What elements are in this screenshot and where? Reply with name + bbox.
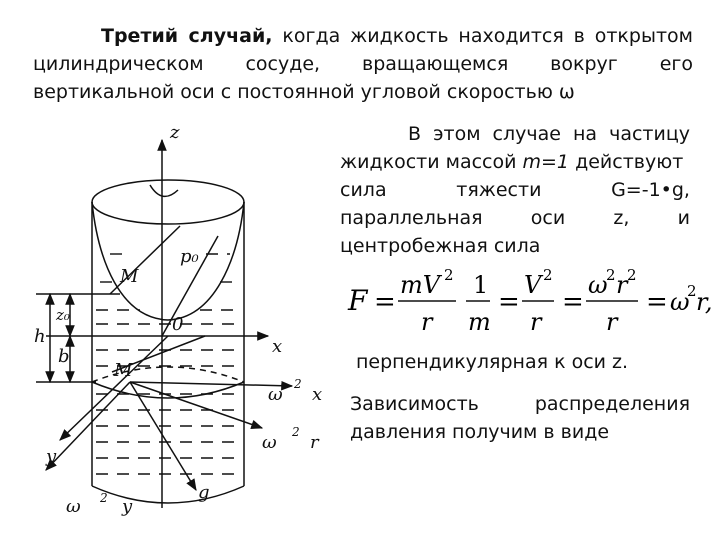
paraboloid-surface: [92, 202, 244, 320]
forces-line-4: [340, 204, 690, 232]
label-omega2y-2: 2: [100, 491, 108, 505]
formula-r-4: r: [606, 308, 618, 336]
formula-sq-4: 2: [627, 266, 637, 284]
label-omega2y-w: ω: [66, 496, 81, 517]
label-y: y: [46, 446, 57, 467]
mass-value: m=1: [522, 151, 570, 173]
formula-sq-2: 2: [543, 266, 553, 284]
label-omega2r-2: 2: [292, 425, 300, 439]
gravity-formula: G=-1•g,: [611, 179, 690, 201]
radius-line-upper: [162, 236, 218, 336]
label-omega2r-w: ω: [262, 432, 277, 453]
label-omega2x-x: x: [312, 384, 323, 405]
formula-eq-3: =: [562, 287, 584, 317]
label-omega2x-w: ω: [268, 384, 283, 405]
base-ellipse-back: [92, 367, 244, 382]
label-p0: p₀: [180, 246, 199, 267]
radius-line-p0: [110, 226, 180, 294]
cylinder-top-ellipse: [92, 180, 244, 224]
formula-sq-5: 2: [687, 282, 697, 300]
formula-r-2: r: [530, 308, 542, 336]
word-tyazhesti: тяжести: [456, 179, 542, 201]
forces-line-3: [340, 176, 690, 204]
intro-paragraph: [33, 22, 693, 106]
word-osi: оси: [530, 207, 566, 229]
word-z: z,: [613, 207, 630, 229]
formula-eq-4: =: [646, 287, 668, 317]
formula-F: F: [348, 284, 368, 317]
radius-line-lower: [112, 336, 205, 372]
formula-sq-3: 2: [606, 266, 616, 284]
base-ellipse-front: [92, 382, 244, 398]
formula-eq-2: =: [498, 287, 520, 317]
forces-line-1: В этом случае на частицу: [408, 123, 690, 145]
word-sila: сила: [340, 179, 387, 201]
formula-mV: mV: [400, 271, 441, 299]
label-b: b: [58, 346, 70, 367]
forces-line-5: центробежная сила: [340, 235, 541, 257]
formula-r-1: r: [421, 308, 433, 336]
forces-line-2-pre: жидкости массой: [340, 151, 523, 173]
forces-line-2-post: действуют: [569, 151, 684, 173]
formula-eq-1: =: [374, 287, 396, 317]
dependence-line-2: давления получим в виде: [350, 421, 610, 443]
formula-sq-1: 2: [444, 266, 454, 284]
formula-omega-2: ω: [670, 288, 690, 316]
label-omega2r-r: r: [310, 432, 319, 453]
label-z: z: [170, 122, 180, 143]
omega2r-vector: [130, 382, 262, 428]
perpendicular-text: перпендикулярная к оси z.: [356, 351, 629, 373]
gravity-vector: [130, 382, 196, 490]
formula-one: 1: [473, 271, 489, 299]
intro-line-3: вертикальной оси с постоянной угловой скоростью ω: [33, 81, 575, 103]
label-omega2y-y: y: [122, 496, 133, 517]
forces-paragraph: [340, 120, 690, 260]
label-g: g: [198, 482, 210, 503]
label-M: M: [120, 266, 139, 287]
formula-omega-1: ω: [588, 271, 608, 299]
intro-lead-bold: Третий случай,: [101, 25, 273, 47]
intro-line-1: [33, 22, 693, 50]
label-x: x: [272, 336, 283, 357]
word-i: и: [677, 207, 690, 229]
formula-V: V: [524, 271, 542, 299]
label-h: h: [34, 326, 46, 347]
forces-line-2: [340, 148, 690, 176]
cylinder-bottom: [92, 486, 244, 503]
omega2y-vector: [46, 382, 130, 470]
word-raspredeleniya: распределения: [534, 393, 690, 415]
rotation-arc: [150, 185, 178, 196]
formula-m: m: [468, 308, 491, 336]
centrifugal-formula: [344, 260, 716, 340]
word-parallel: параллельная: [340, 207, 483, 229]
formula-tail: r,: [696, 288, 713, 316]
dependence-line-1: [350, 390, 690, 418]
label-z0: z₀: [56, 306, 70, 324]
label-O: 0: [172, 314, 184, 335]
intro-lead-rest: когда жидкость находится в открытом: [272, 25, 693, 47]
word-zavisimost: Зависимость: [350, 393, 479, 415]
y-axis: [60, 336, 168, 440]
dependence-paragraph: [350, 390, 690, 446]
label-M1: M: [114, 360, 133, 381]
label-omega2x-2: 2: [294, 377, 302, 391]
formula-r-3: r: [616, 271, 628, 299]
omega2x-vector: [130, 382, 292, 386]
liquid-hatch: [96, 254, 240, 474]
intro-line-2: цилиндрическом сосуде, вращающемся вокруг его: [33, 53, 693, 75]
